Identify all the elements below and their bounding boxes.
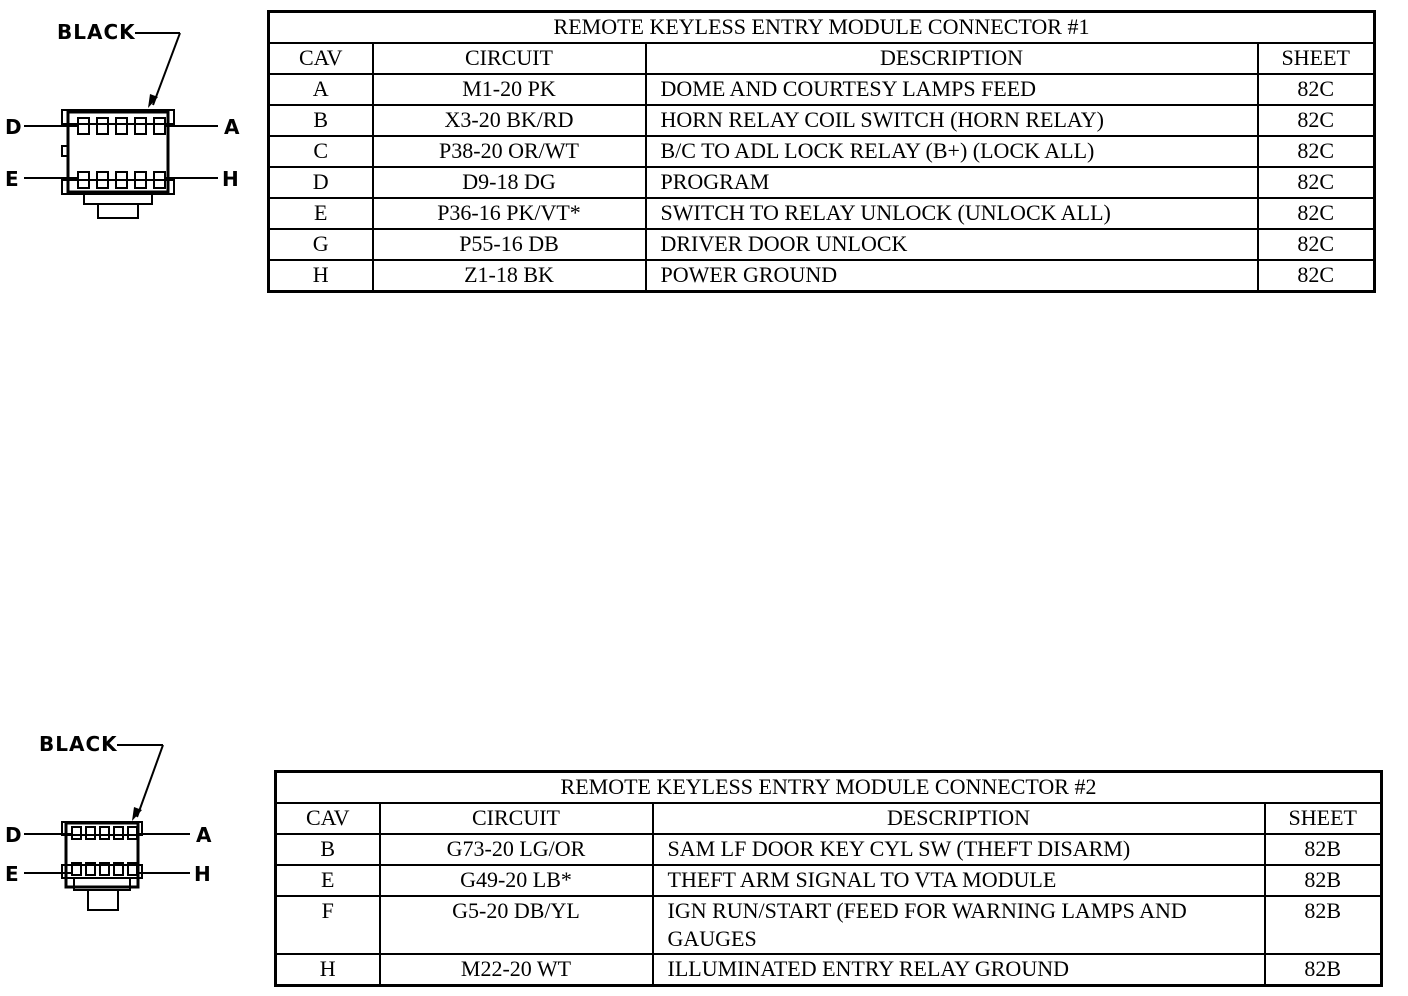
cav-cell: H	[276, 954, 380, 986]
table-title-row	[269, 12, 1375, 44]
description-cell: DOME AND COURTESY LAMPS FEED	[646, 74, 1258, 105]
pin-label-a: A	[224, 115, 241, 139]
table-title: REMOTE KEYLESS ENTRY MODULE CONNECTOR #1	[269, 12, 1375, 44]
table-row	[276, 834, 1382, 865]
table-row	[276, 954, 1382, 986]
connector-2-diagram	[0, 725, 250, 925]
description-cell: THEFT ARM SIGNAL TO VTA MODULE	[653, 865, 1265, 896]
circuit-cell: G73-20 LG/OR	[380, 834, 653, 865]
description-cell: ILLUMINATED ENTRY RELAY GROUND	[653, 954, 1265, 986]
pin-label-d: D	[5, 823, 23, 847]
sheet-cell: 82C	[1258, 260, 1375, 292]
description-cell: SWITCH TO RELAY UNLOCK (UNLOCK ALL)	[646, 198, 1258, 229]
sheet-cell: 82C	[1258, 229, 1375, 260]
table-header-row	[276, 803, 1382, 834]
pin-label-e: E	[5, 862, 20, 886]
description-cell: PROGRAM	[646, 167, 1258, 198]
table-row	[269, 198, 1375, 229]
circuit-cell: G49-20 LB*	[380, 865, 653, 896]
table-row	[269, 260, 1375, 292]
pin-label-h: H	[194, 862, 212, 886]
column-header-cav: CAV	[276, 803, 380, 834]
cav-cell: D	[269, 167, 373, 198]
pin-label-h: H	[222, 167, 240, 191]
circuit-cell: Z1-18 BK	[373, 260, 646, 292]
pin-label-a: A	[196, 823, 213, 847]
cav-cell: B	[276, 834, 380, 865]
circuit-cell: P38-20 OR/WT	[373, 136, 646, 167]
cav-cell: E	[269, 198, 373, 229]
description-cell: HORN RELAY COIL SWITCH (HORN RELAY)	[646, 105, 1258, 136]
cav-cell: C	[269, 136, 373, 167]
sheet-cell: 82C	[1258, 105, 1375, 136]
description-cell: POWER GROUND	[646, 260, 1258, 292]
column-header-description: DESCRIPTION	[646, 43, 1258, 74]
description-cell: IGN RUN/START (FEED FOR WARNING LAMPS AND GAUGES	[653, 896, 1265, 954]
sheet-cell: 82B	[1265, 954, 1382, 986]
connector-color-label: BLACK	[57, 20, 136, 44]
connector-2-pinout-table	[274, 770, 1383, 987]
sheet-cell: 82B	[1265, 865, 1382, 896]
pin-label-d: D	[5, 115, 23, 139]
circuit-cell: P55-16 DB	[373, 229, 646, 260]
circuit-cell: M1-20 PK	[373, 74, 646, 105]
circuit-cell: P36-16 PK/VT*	[373, 198, 646, 229]
column-header-sheet: SHEET	[1265, 803, 1382, 834]
sheet-cell: 82C	[1258, 198, 1375, 229]
sheet-cell: 82B	[1265, 834, 1382, 865]
connector-1-pinout-table	[267, 10, 1376, 293]
cav-cell: E	[276, 865, 380, 896]
connector-1-diagram	[0, 0, 260, 230]
table-row	[269, 74, 1375, 105]
table-title: REMOTE KEYLESS ENTRY MODULE CONNECTOR #2	[276, 772, 1382, 804]
table-title-row	[276, 772, 1382, 804]
table-row	[269, 105, 1375, 136]
column-header-cav: CAV	[269, 43, 373, 74]
connector-color-label: BLACK	[39, 732, 118, 756]
column-header-description: DESCRIPTION	[653, 803, 1265, 834]
table-row	[269, 229, 1375, 260]
sheet-cell: 82C	[1258, 167, 1375, 198]
circuit-cell: M22-20 WT	[380, 954, 653, 986]
pin-label-e: E	[5, 167, 20, 191]
cav-cell: A	[269, 74, 373, 105]
connector-2-drawing	[0, 725, 250, 925]
sheet-cell: 82C	[1258, 74, 1375, 105]
cav-cell: B	[269, 105, 373, 136]
cav-cell: G	[269, 229, 373, 260]
column-header-sheet: SHEET	[1258, 43, 1375, 74]
description-cell: DRIVER DOOR UNLOCK	[646, 229, 1258, 260]
table-row	[269, 136, 1375, 167]
cav-cell: H	[269, 260, 373, 292]
circuit-cell: G5-20 DB/YL	[380, 896, 653, 954]
sheet-cell: 82B	[1265, 896, 1382, 954]
sheet-cell: 82C	[1258, 136, 1375, 167]
description-cell: B/C TO ADL LOCK RELAY (B+) (LOCK ALL)	[646, 136, 1258, 167]
table-row	[276, 865, 1382, 896]
description-cell: SAM LF DOOR KEY CYL SW (THEFT DISARM)	[653, 834, 1265, 865]
table-header-row	[269, 43, 1375, 74]
circuit-cell: X3-20 BK/RD	[373, 105, 646, 136]
table-row	[276, 896, 1382, 954]
column-header-circuit: CIRCUIT	[373, 43, 646, 74]
table-row	[269, 167, 1375, 198]
column-header-circuit: CIRCUIT	[380, 803, 653, 834]
circuit-cell: D9-18 DG	[373, 167, 646, 198]
cav-cell: F	[276, 896, 380, 954]
